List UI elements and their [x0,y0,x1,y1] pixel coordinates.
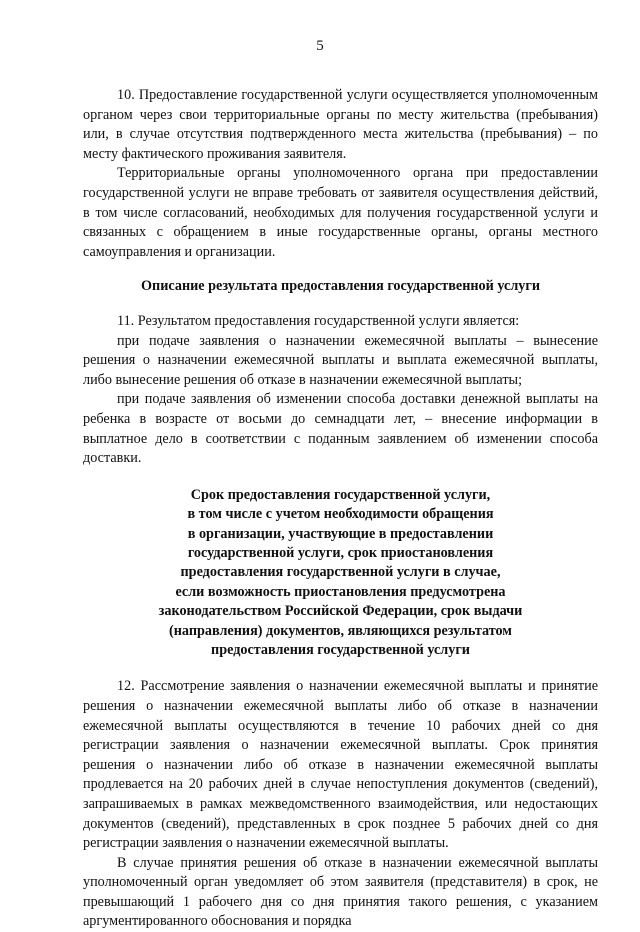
paragraph-territorial-bodies: Территориальные органы уполномоченного органа при предоставлении государственной услуги не вправе требовать от заявителя осуществления действий, в том числе согласований, необходимых для получения государственной услуги и связанных с обращением в иные государственные органы, органы местного самоуправления и организации. [83,165,598,260]
heading-line: предоставления государственной услуги [211,641,470,658]
heading-line: Срок предоставления государственной услуги, [190,486,491,503]
paragraph-11-monthly-payment: при подаче заявления о назначении ежемесячной выплаты – вынесение решения о назначении ежемесячной выплаты и выплата ежемесячной выплаты, либо вынесение решения об отказе в назначении ежемесячной выплаты; [83,332,598,388]
paragraph-11-delivery-change: при подаче заявления об изменении способа доставки денежной выплаты на ребенка в возрасте от восьми до семнадцати лет, – внесение информации в выплатное дело в соответствии с поданным заявлением об изменении способа доставки. [83,391,598,467]
paragraph-12: 12. Рассмотрение заявления о назначении ежемесячной выплаты и принятие решения о назначении ежемесячной выплаты либо об отказе в назначении ежемесячной выплаты осуществляются в течение 10 рабочих дней со дня регистрации заявления о назначении ежемесячной выплаты. Срок принятия решения о назначении либо об отказе в назначении ежемесячной выплаты продлевается на 20 рабочих дней в случае непоступления документов (сведений), запрашиваемых в рамках межведомственного взаимодействия, или недостающих документов (сведений), представленных в срок позднее 5 рабочих дней со дня регистрации заявления о назначении ежемесячной выплаты. [83,678,598,852]
heading-line: в организации, участвующие в предоставлении [187,525,494,542]
section-heading-result: Описание результата предоставления государственной услуги [141,278,540,295]
paragraph-12-refusal: В случае принятия решения об отказе в назначении ежемесячной выплаты уполномоченный орган уведомляет об этом заявителя (представителя) в срок, не превышающий 1 рабочего дня со дня принятия такого решения, с указанием аргументированного обоснования и порядка [83,854,598,930]
heading-line: законодательством Российской Федерации, срок выдачи [158,603,523,620]
paragraph-10: 10. Предоставление государственной услуги осуществляется уполномоченным органом через свои территориальные органы по месту жительства (пребывания) или, в случае отсутствия подтвержденного места жительства (пребывания) – по месту фактического проживания заявителя. [83,87,598,162]
heading-line: в том числе с учетом необходимости обращения [187,506,494,523]
section-heading-terms [83,486,598,661]
document-body [83,86,598,932]
heading-line: (направления) документов, являющихся результатом [169,622,512,639]
heading-line: если возможность приостановления предусмотрена [175,583,506,600]
paragraph-11: 11. Результатом предоставления государственной услуги является: [117,312,520,329]
heading-line: предоставления государственной услуги в случае, [180,564,501,581]
page-number: 5 [316,38,324,54]
heading-line: государственной услуги, срок приостановления [187,544,494,561]
